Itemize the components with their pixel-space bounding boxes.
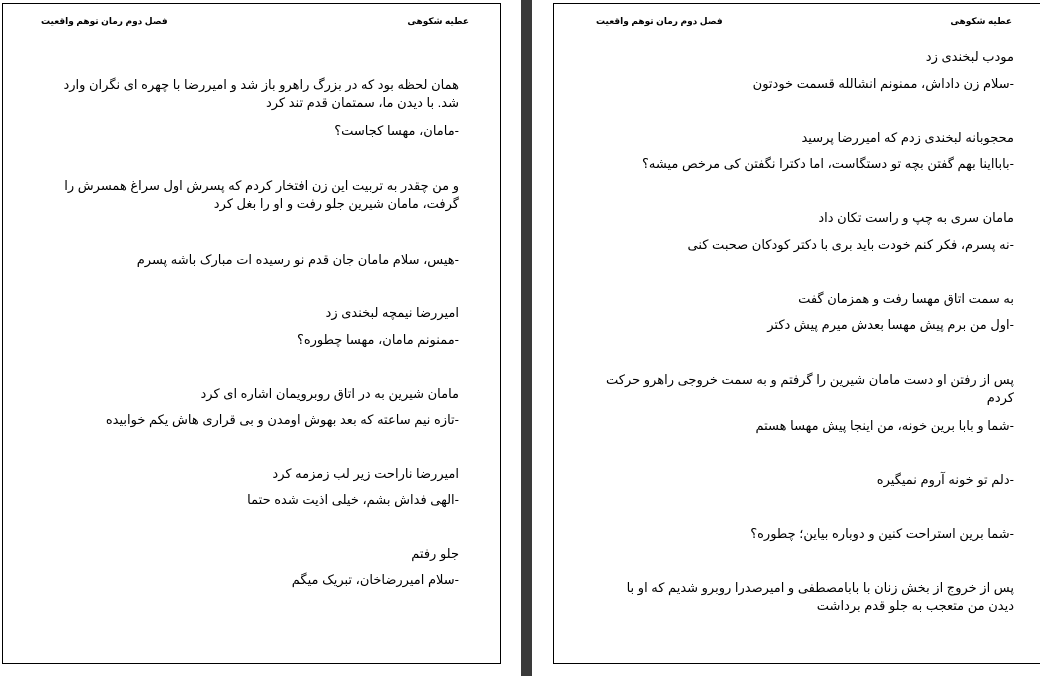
paragraph: -نه پسرم، فکر کنم خودت باید بری با دکتر کودکان صحبت کنی [687, 237, 1014, 252]
paragraph: مامان سری به چپ و راست تکان داد [818, 210, 1014, 225]
paragraph: -دلم تو خونه آروم نمیگیره [876, 472, 1014, 487]
paragraph: همان لحظه بود که در بزرگ راهرو باز شد و امیررضا با چهره ای نگران وارد شد. با دیدن ما، سمتمان قدم تند کرد [63, 77, 459, 110]
paragraph: به سمت اتاق مهسا رفت و همزمان گفت [798, 291, 1014, 306]
document-page-right [553, 3, 1040, 664]
header-author: عطیه شکوهی [950, 16, 1012, 26]
paragraph: و من چقدر به تربیت این زن افتخار کردم که پسرش اول سراغ همسرش را گرفت، مامان شیرین جلو رفت و او را بغل کرد [64, 178, 459, 211]
paragraph: محجوبانه لبخندی زدم که امیررضا پرسید [801, 130, 1014, 145]
paragraph: امیررضا ناراحت زیر لب زمزمه کرد [272, 466, 459, 481]
paragraph: -ممنونم مامان، مهسا چطوره؟ [296, 332, 459, 347]
paragraph: امیررضا نیمچه لبخندی زد [325, 305, 459, 320]
paragraph: -الهی فداش بشم، خیلی اذیت شده حتما [247, 492, 459, 507]
paragraph: مامان شیرین به در اتاق روبرویمان اشاره ای کرد [200, 386, 459, 401]
paragraph: -شما و بابا برین خونه، من اینجا پیش مهسا هستم [755, 418, 1014, 433]
paragraph: -سلام امیررضاخان، تبریک میگم [291, 572, 459, 587]
paragraph: -مامان، مهسا کجاست؟ [334, 123, 459, 138]
header-chapter: فصل دوم رمان توهم واقعیت [596, 16, 723, 26]
header-author: عطیه شکوهی [407, 16, 469, 26]
paragraph: -تازه نیم ساعته که بعد بهوش اومدن و بی قراری هاش یکم خوابیده [105, 412, 459, 427]
paragraph: -بابااینا بهم گفتن بچه تو دستگاست، اما دکترا نگفتن کی مرخص میشه؟ [642, 156, 1014, 171]
page-divider [521, 0, 532, 676]
document-page-left [2, 3, 501, 664]
paragraph: -سلام زن داداش، ممنونم انشالله قسمت خودتون [752, 76, 1014, 91]
paragraph: -شما برین استراحت کنین و دوباره بیاین؛ چطوره؟ [750, 526, 1014, 541]
paragraph: مودب لبخندی زد [925, 49, 1014, 64]
header-chapter: فصل دوم رمان توهم واقعیت [41, 16, 168, 26]
paragraph: -اول من برم پیش مهسا بعدش میرم پیش دکتر [767, 317, 1014, 332]
paragraph: جلو رفتم [411, 546, 459, 561]
paragraph: -هیس، سلام مامان جان قدم نو رسیده ات مبارک باشه پسرم [136, 252, 459, 267]
paragraph: پس از رفتن او دست مامان شیرین را گرفتم و به سمت خروجی راهرو حرکت کردم [606, 372, 1014, 405]
paragraph: پس از خروج از بخش زنان با بابامصطفی و امیرصدرا روبرو شدیم که او با دیدن من متعجب به جلو قدم برداشت [626, 580, 1014, 613]
